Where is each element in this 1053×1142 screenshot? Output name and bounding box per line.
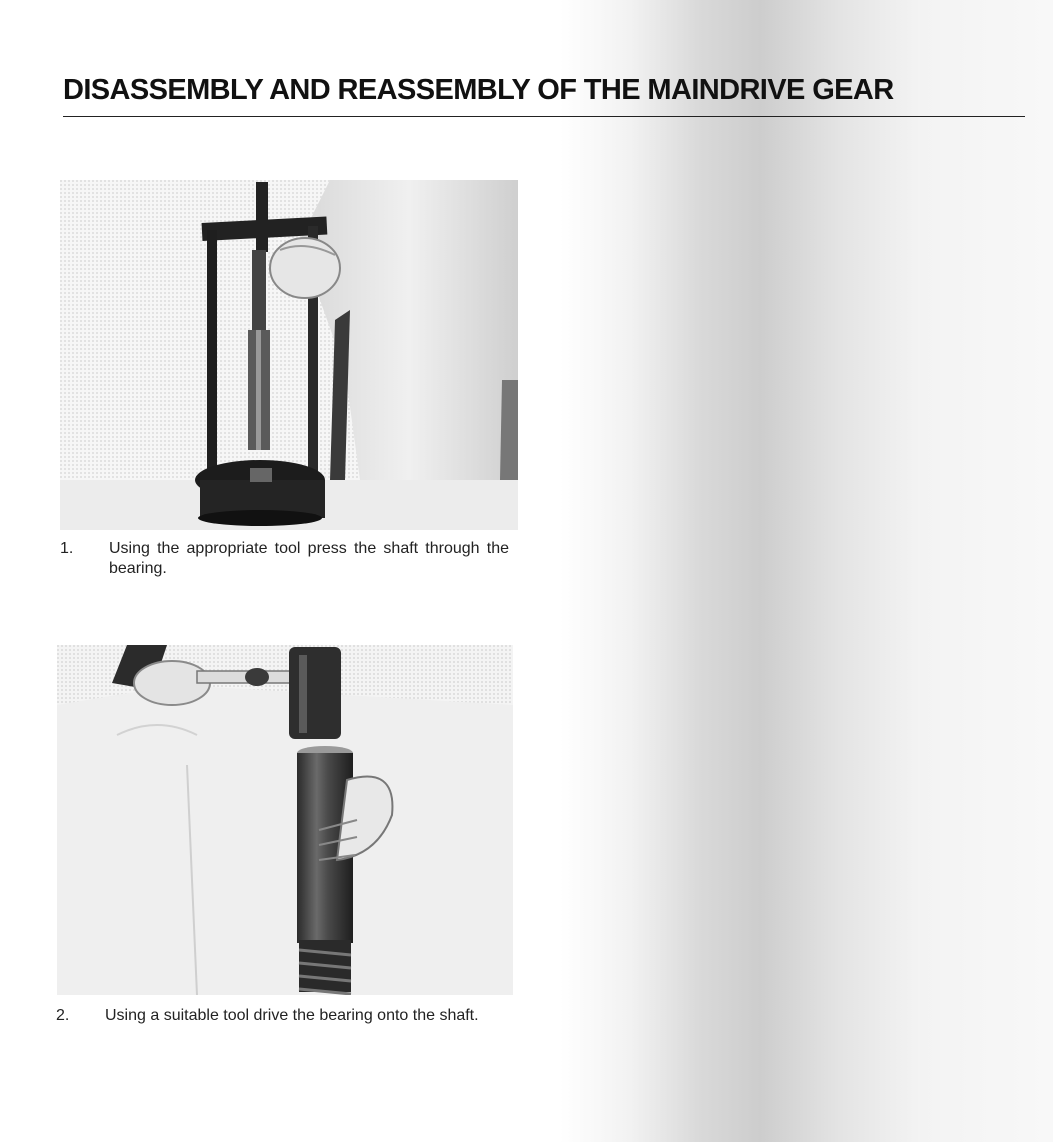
bearing-drive-photo (57, 645, 513, 995)
step-number: 2. (56, 1007, 70, 1024)
step-2-caption (56, 1006, 516, 1050)
title-rule (63, 116, 1025, 117)
step-1-figure (60, 180, 518, 530)
bearing-press-photo (60, 180, 518, 530)
step-text: Using the appropriate tool press the shaft through the bearing. (109, 540, 509, 577)
step-number: 1. (60, 540, 74, 557)
step-1-caption (60, 539, 520, 583)
page-title: DISASSEMBLY AND REASSEMBLY OF THE MAINDRIVE GEAR (63, 74, 894, 107)
step-text: Using a suitable tool drive the bearing onto the shaft. (105, 1007, 479, 1024)
step-2-figure (57, 645, 513, 995)
